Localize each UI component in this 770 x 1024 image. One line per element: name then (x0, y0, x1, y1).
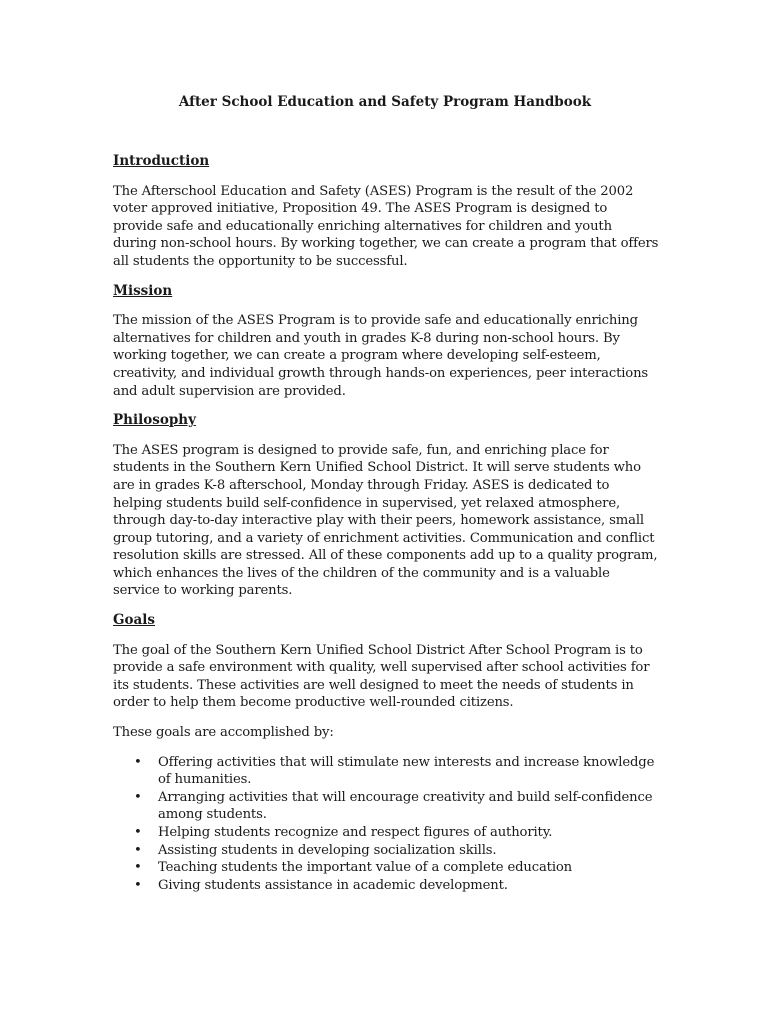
introduction-paragraph: The Afterschool Education and Safety (ASES) Program is the result of the 2002 voter approved initiative, Proposition 49. The ASES Program is designed to provide safe and educationally enriching alternatives for children and youth during non-school hours. By working together, we can create a program that offers all students the opportunity to be successful. (113, 183, 659, 269)
mission-heading: Mission (113, 282, 173, 299)
document-body (113, 153, 659, 894)
introduction-heading: Introduction (113, 153, 210, 169)
bullet-icon: • (134, 842, 142, 858)
list-item (113, 789, 659, 824)
goals-list (113, 754, 659, 895)
mission-paragraph: The mission of the ASES Program is to provide safe and educationally enriching alternatives for children and youth in grades K-8 during non-school hours. By working together, we can create a program where developing self-esteem, creativity, and individual growth through hands-on experiences, peer interactions and adult supervision are provided. (113, 313, 649, 399)
list-item-text: Teaching students the important value of a complete education (158, 860, 573, 876)
list-item-text: Offering activities that will stimulate new interests and increase knowledge of humanities. (158, 754, 655, 788)
list-item-text: Assisting students in developing socialization skills. (158, 842, 497, 858)
bullet-icon: • (134, 860, 142, 876)
bullet-icon: • (134, 754, 142, 770)
bullet-icon: • (134, 877, 142, 893)
list-item (113, 859, 659, 877)
philosophy-paragraph: The ASES program is designed to provide safe, fun, and enriching place for students in the Southern Kern Unified School District. It will serve students who are in grades K-8 afterschool, Monday through Friday. ASES is dedicated to helping students build self-confidence in supervised, yet relaxed atmosphere, through day-to-day interactive play with their peers, homework assistance, small group tutoring, and a variety of enrichment activities. Communication and conflict resolution skills are stressed. All of these components add up to a quality program, which enhances the lives of the children of the community and is a valuable service to working parents. (113, 442, 658, 599)
list-item (113, 754, 659, 789)
goals-paragraph: The goal of the Southern Kern Unified School District After School Program is to provide a safe environment with quality, well supervised after school activities for its students. These activities are well designed to meet the needs of students in order to help them become productive well-rounded citizens. (113, 642, 650, 711)
philosophy-heading: Philosophy (113, 412, 196, 429)
list-item (113, 842, 659, 860)
list-item-text: Giving students assistance in academic development. (158, 877, 508, 893)
bullet-icon: • (134, 825, 142, 840)
goals-heading: Goals (113, 612, 156, 629)
document-title: After School Education and Safety Program Handbook (178, 94, 592, 110)
goals-intro: These goals are accomplished by: (113, 725, 334, 741)
list-item-text: Helping students recognize and respect figures of authority. (158, 825, 553, 840)
list-item (113, 824, 659, 842)
list-item (113, 877, 659, 895)
bullet-icon: • (134, 789, 142, 805)
list-item-text: Arranging activities that will encourage creativity and build self-confidence among students. (158, 789, 653, 823)
